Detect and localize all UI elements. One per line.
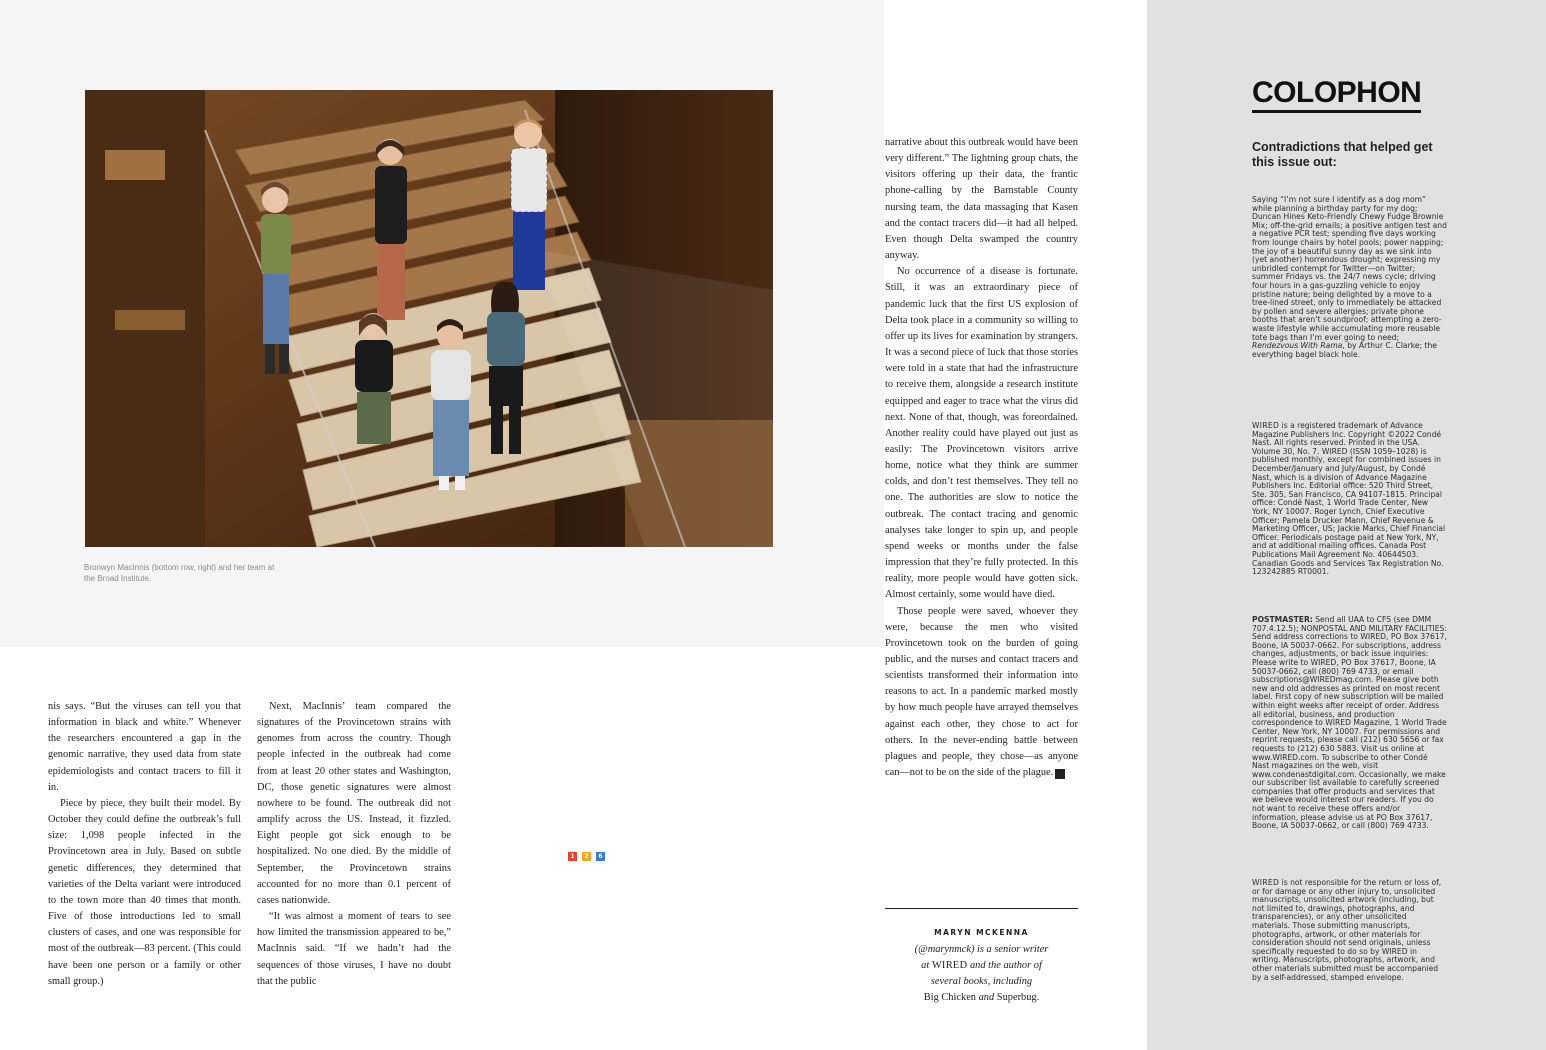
wired-name: WIRED	[1252, 421, 1280, 430]
article-column-2	[257, 699, 451, 990]
bio-line	[885, 958, 1078, 974]
wired-name: WIRED	[931, 960, 968, 971]
paragraph	[1252, 196, 1447, 359]
paragraph: Next, MacInnis’ team compared the signatures of the Provincetown strains with genomes from across the country. Though people infected in the outbreak had come from at least 20 other states and Washington, DC, those genetic signatures were almost nowhere to be found. The outbreak did not amplify across the US. Instead, it fizzled. Eight people got sick enough to be hospitalized. No one died. By the middle of September, the Provincetown strains accounted for no more than 0.1 percent of cases nationwide.	[257, 701, 451, 906]
author-name: MARYN MCKENNA	[934, 928, 1029, 937]
paragraph	[1252, 879, 1447, 982]
text: is not responsible for the return or loss of, or for damage or any other injury to, unsolicited manuscripts, unsolicited artwork (including, but not limited to, drawings, photographs, and transparencies), or any other unsolicited materials. Those submitting manuscripts, photographs, artwork, or other materials for consideration should not send originals, unless specifically requested to do so by WIRED in writing. Manuscripts, photographs, artwork, and other materials submitted must be accompanied by a self-addressed, stamped envelope.	[1252, 878, 1442, 982]
bio-text: at	[921, 960, 932, 971]
postmaster-label: POSTMASTER:	[1252, 615, 1313, 624]
text: , by Arthur C. Clarke; the everything bagel black hole.	[1252, 341, 1437, 359]
paragraph	[1252, 616, 1447, 831]
bio-text: and	[976, 992, 997, 1003]
photo-illustration	[85, 90, 773, 547]
photo-caption: Bronwyn MacInnis (bottom row, right) and her team at the Broad Institute.	[84, 563, 275, 583]
paragraph: narrative about this outbreak would have been very different.” The lightning group chats, the visitors offering up their data, the frantic phone-calling by the Barnstable County nursing team, the data massaging that Kasen and the contact tracers did—it had all helped. Even though Delta swamped the country anyway.	[885, 137, 1078, 262]
disclaimer-text	[1252, 879, 1447, 982]
book-title: Superbug.	[996, 992, 1040, 1003]
article-column-3	[885, 135, 1078, 781]
byline-rule	[885, 908, 1078, 909]
paragraph: No occurrence of a disease is fortunate. Still, it was an extraordinary piece of pandemic luck that the first US explosion of Delta took place in a community so willing to offer up its lives for examination by strangers. It was a second piece of luck that those stories were told in a state that had the infrastructure to receive them, alongside a research institute equipped and eager to trace what the virus did next. None of that, though, was foreordained. Another reality could have played out just as easily: The Provincetown visitors arrive home, notice what they think are summer colds, and don’t test themselves. They tell no one. The authorities are slow to notice the outbreak. The contact tracing and genomic analyses take longer to spin up, and people spend weeks or months under the false impression that they’re fully protected. In this reality, more people would have gotten sick. Almost certainly, some would have died.	[885, 266, 1078, 601]
wired-name: WIRED	[1252, 878, 1280, 887]
paragraph-text: Those people were saved, whoever they were, because the men who visited Provincetown took on the burden of going public, and the nurses and contact tracers and scientists transformed their information into reasons to act. In a pandemic marked mostly by how much people have arrayed themselves against each other, they chose to act for others. In the never-ending battle between plagues and people, they chose—as anyone can—not to be on the side of the plague.	[885, 605, 1078, 779]
bio-line: (@marynmck) is a senior writer	[914, 944, 1049, 955]
folio-digit: 6	[596, 852, 605, 861]
page-folio	[568, 852, 605, 861]
folio-digit: 1	[568, 852, 577, 861]
paragraph	[885, 604, 1078, 782]
bio-line: several books, including	[930, 976, 1033, 987]
paragraph	[1252, 422, 1447, 577]
book-title: Big Chicken	[923, 992, 977, 1003]
colophon-title: COLOPHON	[1252, 76, 1421, 113]
contradictions-text	[1252, 196, 1447, 359]
folio-digit: 2	[582, 852, 591, 861]
author-bio	[885, 942, 1078, 1006]
team-photo	[85, 90, 773, 547]
paragraph: Piece by piece, they built their model. By October they could define the outbreak’s full size: 1,098 people infected in the Provincetown area in July. Based on subtle genetic differences, they determined that varieties of the Delta variant were introduced to the town more than 40 times that month. Five of those introductions led to small clusters of cases, and one was responsible for most of the outbreak—83 percent. (This could have been one person or a family or other small group.)	[48, 797, 241, 987]
text: Send all UAA to CFS (see DMM 707.4.12.5); NONPOSTAL AND MILITARY FACILITIES: Send address corrections to WIRED, PO Box 37617, Boone, IA 50037-0662. For subscriptions, address changes, adjustments, or back issue inquiries: Please write to WIRED, PO Box 37617, Boone, IA 50037-0662, call (800) 769 4733, or email subscriptions@WIREDmag.com. Please give both new and old addresses as printed on most recent label. First copy of new subscription will be mailed within eight weeks after receipt of order. Address all editorial, business, and production correspondence to WIRED Magazine, 1 World Trade Center, New York, NY 10007. For permissions and reprint requests, please call (212) 630 5656 or fax requests to (212) 630 5883. Visit us online at www.WIRED.com. To subscribe to other Condé Nast magazines on the web, visit www.condenastdigital.com. Occasionally, we make our subscriber list available to carefully screened companies that offer products and services that we believe would interest our readers. If you do not want to receive these offers and/or information, please advise us at PO Box 37617, Boone, IA 50037-0662, or call (800) 769 4733.	[1252, 615, 1447, 831]
article-column-1	[48, 699, 241, 990]
trademark-text	[1252, 422, 1447, 577]
paragraph: nis says. “But the viruses can tell you that information in black and white.” Whenever the researchers encountered a gap in the genomic narrative, they used data from state epidemiologists and contact tracers to fill it in.	[48, 701, 241, 793]
text: is a registered trademark of Advance Magazine Publishers Inc. Copyright ©2022 Condé Nast. All rights reserved. Printed in the USA. Volume 30, No. 7. WIRED (ISSN 1059–1028) is published monthly, except for combined issues in December/January and July/August, by Condé Nast, which is a division of Advance Magazine Publishers Inc. Editorial office: 520 Third Street, Ste. 305, San Francisco, CA 94107-1815. Principal office: Condé Nast, 1 World Trade Center, New York, NY 10007. Roger Lynch, Chief Executive Officer; Pamela Drucker Mann, Chief Revenue & Marketing Officer, US; Jackie Marks, Chief Financial Officer. Periodicals postage paid at New York, NY, and at additional mailing offices. Canada Post Publications Mail Agreement No. 40644503. Canadian Goods and Services Tax Registration No. 123242885 RT0001.	[1252, 421, 1446, 577]
text: Saying “I’m not sure I identify as a dog mom” while planning a birthday party for my dog; Duncan Hines Keto-Friendly Chewy Fudge Brownie Mix; off-the-grid emails; a positive antigen test and a negative PCR test; spending five days working from lounge chairs by hotel pools; power napping; the joy of a beautiful sunny day as we sink into (yet another) horrendous drought; expressing my unbridled contempt for Twitter—on Twitter; summer Fridays vs. the 24/7 news cycle; driving four hours in a gas-guzzling vehicle to enjoy pristine nature; being delighted by a move to a tree-lined street, only to immediately be attacked by pollen and severe allergies; private phone booths that aren’t soundproof; attempting a zero-waste lifestyle while accumulating more reusable tote bags than I’m ever going to need;	[1252, 195, 1447, 342]
bio-line	[885, 990, 1078, 1006]
postmaster-text	[1252, 616, 1447, 831]
end-mark-icon: W	[1055, 769, 1065, 779]
book-title: Rendezvous With Rama	[1252, 341, 1343, 351]
bio-text: and the author of	[967, 960, 1042, 971]
paragraph: “It was almost a moment of tears to see how limited the transmission appeared to be,” MacInnis said. “If we hadn’t had the sequences of those viruses, I have no doubt that the public	[257, 911, 451, 987]
colophon-subtitle: Contradictions that helped get this issue out:	[1252, 140, 1433, 169]
